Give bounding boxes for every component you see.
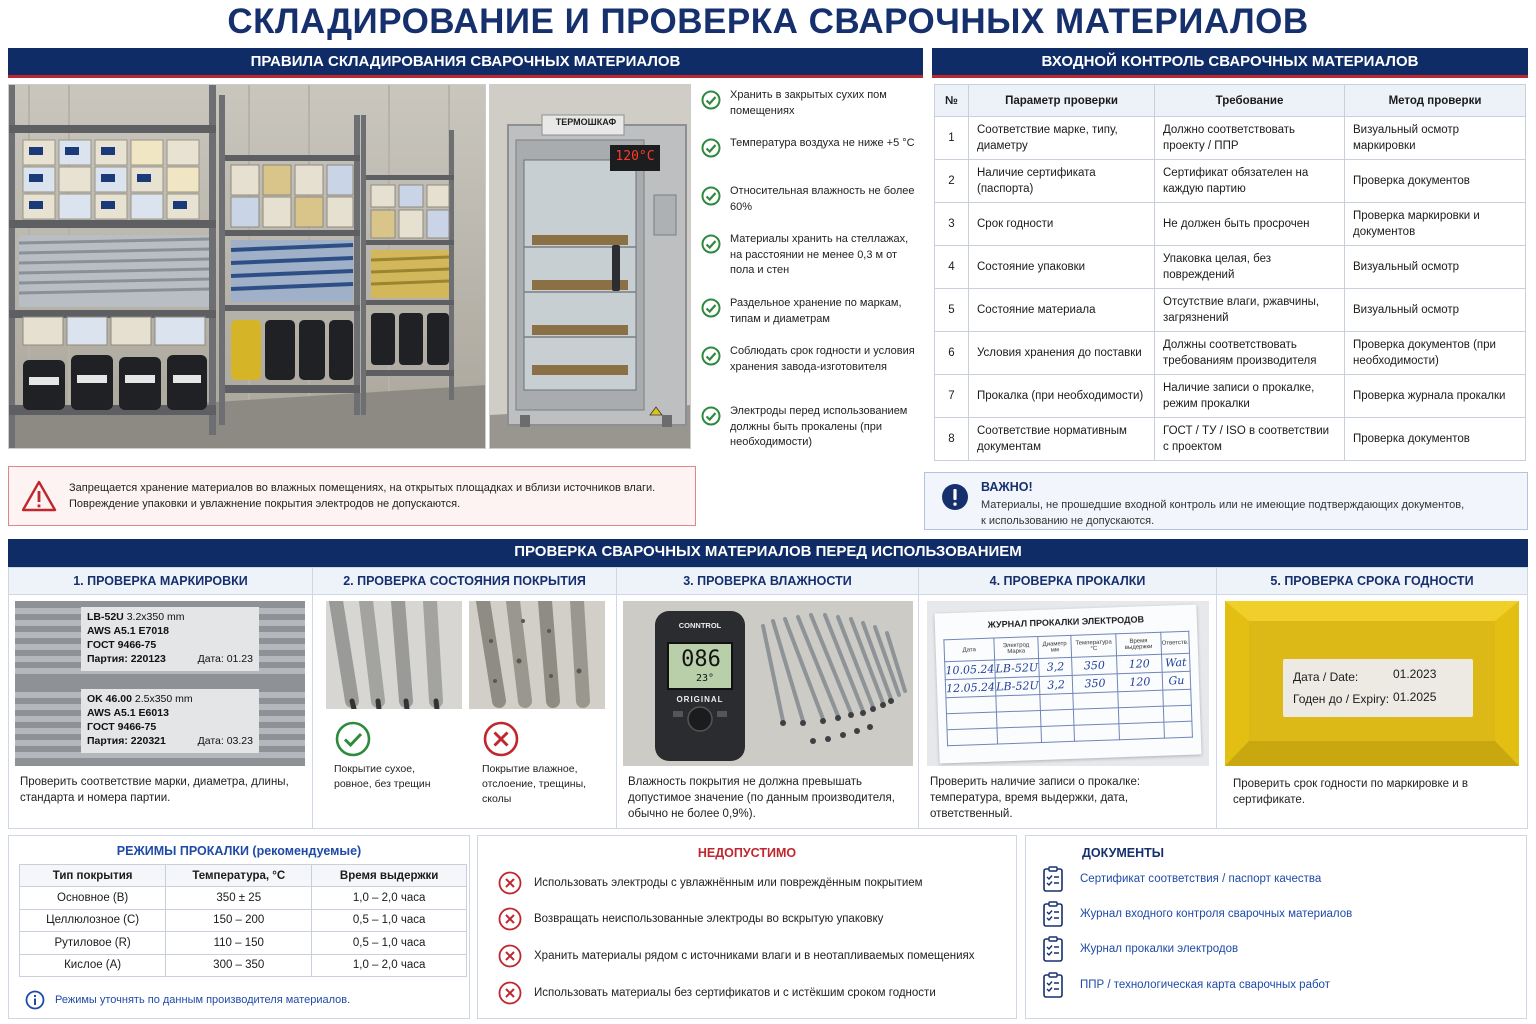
journal-col: Время выдержки (1116, 632, 1162, 656)
table-row (935, 332, 1526, 375)
column-header: Температура, °С (166, 865, 312, 887)
storage-rule (700, 184, 922, 232)
parameter-cell: Соответствие нормативным документам (969, 418, 1155, 461)
baking-modes-note (25, 990, 350, 1010)
row-number: 4 (935, 246, 969, 289)
temperature: 110 – 150 (166, 932, 312, 955)
column-header: Параметр проверки (969, 85, 1155, 117)
dry-coating-electrodes (326, 601, 462, 709)
document-item-text: ППР / технологическая карта сварочных работ (1080, 979, 1330, 991)
checks-panel (8, 567, 1528, 829)
parameter-cell: Наличие сертификата (паспорта) (969, 160, 1155, 203)
row-number: 5 (935, 289, 969, 332)
temperature: 150 – 200 (166, 909, 312, 932)
journal-cell: 10.05.24 (945, 660, 996, 680)
control-header: ВХОДНОЙ КОНТРОЛЬ СВАРОЧНЫХ МАТЕРИАЛОВ (932, 48, 1528, 78)
requirement-cell: ГОСТ / ТУ / ISO в соответствии с проектом (1155, 418, 1345, 461)
expiry-date-label: Годен до / Expiry: (1293, 692, 1390, 706)
storage-rule-text: Электроды перед использованием должны быть прокалены (при необходимости) (730, 405, 908, 448)
coating-ok-caption: Покрытие сухое, ровное, без трещин (334, 763, 431, 790)
cross-circle-icon (498, 871, 522, 895)
row-number: 3 (935, 203, 969, 246)
requirement-cell: Упаковка целая, без повреждений (1155, 246, 1345, 289)
warehouse-photo (8, 84, 486, 449)
forbidden-item-text: Использовать материалы без сертификатов и с истёкшим сроком годности (534, 987, 936, 999)
check-circle-icon (700, 234, 722, 254)
label-gost: ГОСТ 9466-75 (87, 721, 157, 733)
check-circle-icon (700, 186, 722, 206)
important-title: ВАЖНО! (981, 480, 1033, 494)
warning-triangle-icon (21, 480, 57, 512)
row-number: 1 (935, 117, 969, 160)
expiry-label (1283, 659, 1473, 717)
row-number: 8 (935, 418, 969, 461)
holding-time: 0,5 – 1,0 часа (312, 909, 467, 932)
table-row (935, 289, 1526, 332)
journal-cell: 350 (1072, 656, 1117, 676)
table-row (935, 418, 1526, 461)
cross-circle-icon (498, 907, 522, 931)
label-batch: Партия: 220321 (87, 735, 166, 747)
parameter-cell: Срок годности (969, 203, 1155, 246)
document-item-text: Журнал входного контроля сварочных материалов (1080, 908, 1353, 920)
journal-sheet (934, 604, 1201, 763)
electrode-labels-image (15, 601, 305, 766)
document-item-text: Сертификат соответствия / паспорт качества (1080, 873, 1322, 885)
forbidden-title: НЕДОПУСТИМО (697, 846, 797, 860)
column-header: Тип покрытия (20, 865, 166, 887)
storage-rule-text: Материалы хранить на стеллажах, на расстоянии не менее 0,3 м от пола и стен (730, 233, 909, 276)
journal-cell: 120 (1117, 672, 1163, 692)
baking-journal-image (927, 601, 1209, 766)
label-size: 3.2x350 mm (126, 611, 185, 623)
storage-rules-list (700, 88, 922, 452)
exclamation-circle-icon (941, 483, 969, 511)
temperature: 350 ± 25 (166, 887, 312, 910)
baking-modes-note-text: Режимы уточнять по данным производителя материалов. (55, 994, 351, 1006)
storage-header: ПРАВИЛА СКЛАДИРОВАНИЯ СВАРОЧНЫХ МАТЕРИАЛОВ (8, 48, 923, 78)
check-moisture (617, 568, 919, 828)
storage-rule (700, 404, 922, 452)
incoming-control-table (934, 84, 1526, 461)
table-row (935, 117, 1526, 160)
method-cell: Визуальный осмотр (1345, 289, 1526, 332)
forbidden-item (498, 871, 923, 895)
journal-col: Электрод Марка (994, 637, 1039, 661)
journal-cell: 3,2 (1038, 657, 1072, 676)
check-circle-icon (335, 721, 371, 757)
storage-rule-text: Температура воздуха не ниже +5 °С (730, 137, 915, 149)
journal-col: Температура °С (1071, 634, 1116, 658)
expiry-package-image (1225, 601, 1519, 766)
column-header: Требование (1155, 85, 1345, 117)
check-circle-icon (700, 298, 722, 318)
journal-col: Диаметр мм (1038, 635, 1072, 658)
storage-rule (700, 232, 922, 296)
check-marking (9, 568, 313, 828)
requirement-cell: Наличие записи о прокалке, режим прокалки (1155, 375, 1345, 418)
journal-cell: 120 (1116, 654, 1162, 674)
forbidden-item-text: Использовать электроды с увлажнённым или повреждённым покрытием (534, 877, 923, 889)
storage-warning (8, 466, 696, 526)
check-circle-icon (700, 346, 722, 366)
method-cell: Проверка документов (1345, 160, 1526, 203)
method-cell: Проверка маркировки и документов (1345, 203, 1526, 246)
check-title: 1. ПРОВЕРКА МАРКИРОВКИ (9, 568, 312, 595)
journal-cell: Gu (1162, 671, 1191, 690)
documents-panel (1025, 835, 1527, 1019)
check-expiry (1217, 568, 1527, 828)
journal-cell: 3,2 (1039, 675, 1073, 694)
holding-time: 1,0 – 2,0 часа (312, 887, 467, 910)
check-baking (919, 568, 1217, 828)
electrode-label-2 (81, 689, 259, 753)
forbidden-panel (477, 835, 1017, 1019)
date-value: 01.2023 (1393, 667, 1437, 681)
storage-rule (700, 136, 922, 184)
parameter-cell: Состояние материала (969, 289, 1155, 332)
coating-bad-image (469, 601, 605, 709)
meter-name: ORIGINAL (676, 695, 724, 704)
requirement-cell: Должно соответствовать проекту / ППР (1155, 117, 1345, 160)
requirement-cell: Отсутствие влаги, ржавчины, загрязнений (1155, 289, 1345, 332)
check-circle-icon (700, 138, 722, 158)
label-brand: OK 46.00 (87, 693, 132, 705)
clipboard-icon (1042, 866, 1064, 892)
journal-cell: Wat (1162, 653, 1191, 672)
date-label: Дата / Date: (1293, 670, 1359, 684)
journal-cell: 350 (1073, 674, 1118, 694)
clipboard-icon (1042, 936, 1064, 962)
parameter-cell: Состояние упаковки (969, 246, 1155, 289)
meter-temperature: 23° (695, 673, 715, 684)
check-caption: Влажность покрытия не должна превышать допустимое значение (по данным производителя, обычно не более 0,9%). (628, 776, 895, 820)
label-date: Дата: 03.23 (197, 735, 253, 747)
storage-rule-text: Относительная влажность не более 60% (730, 185, 915, 213)
checks-header: ПРОВЕРКА СВАРОЧНЫХ МАТЕРИАЛОВ ПЕРЕД ИСПОЛЬЗОВАНИЕМ (8, 539, 1528, 567)
temperature: 300 – 350 (166, 954, 312, 977)
holding-time: 0,5 – 1,0 часа (312, 932, 467, 955)
column-header: № (935, 85, 969, 117)
row-number: 2 (935, 160, 969, 203)
requirement-cell: Не должен быть просрочен (1155, 203, 1345, 246)
journal-col: Ответств. (1161, 631, 1190, 654)
method-cell: Визуальный осмотр маркировки (1345, 117, 1526, 160)
method-cell: Проверка документов (1345, 418, 1526, 461)
journal-cell: LB-52U (995, 659, 1039, 679)
method-cell: Проверка журнала прокалки (1345, 375, 1526, 418)
forbidden-item (498, 944, 975, 968)
storage-rule (700, 344, 922, 404)
baking-modes-panel (8, 835, 470, 1019)
column-header: Время выдержки (312, 865, 467, 887)
table-row (20, 932, 467, 955)
check-title: 2. ПРОВЕРКА СОСТОЯНИЯ ПОКРЫТИЯ (313, 568, 616, 595)
cross-circle-icon (498, 981, 522, 1005)
check-title: 3. ПРОВЕРКА ВЛАЖНОСТИ (617, 568, 918, 595)
check-caption: Проверить соответствие марки, диаметра, длины, стандарта и номера партии. (20, 776, 289, 804)
coating-type: Рутиловое (R) (20, 932, 166, 955)
document-item (1042, 936, 1238, 962)
baking-modes-table (19, 864, 467, 977)
clipboard-icon (1042, 901, 1064, 927)
meter-reading: 086 (681, 647, 721, 672)
journal-cell: 12.05.24 (945, 678, 996, 698)
cabinet-label: ТЕРМОШКАФ (555, 117, 617, 127)
parameter-cell: Условия хранения до поставки (969, 332, 1155, 375)
storage-rule-text: Соблюдать срок годности и условия хранения завода-изготовителя (730, 345, 915, 373)
forbidden-item-text: Возвращать неиспользованные электроды во вскрытую упаковку (534, 913, 884, 925)
baking-modes-title: РЕЖИМЫ ПРОКАЛКИ (рекомендуемые) (116, 844, 362, 858)
requirement-cell: Должны соответствовать требованиям производителя (1155, 332, 1345, 375)
label-gost: ГОСТ 9466-75 (87, 639, 157, 651)
parameter-cell: Прокалка (при необходимости) (969, 375, 1155, 418)
parameter-cell: Соответствие марке, типу, диаметру (969, 117, 1155, 160)
cross-circle-icon (483, 721, 519, 757)
row-number: 7 (935, 375, 969, 418)
journal-col: Дата (944, 638, 995, 662)
important-notice (924, 472, 1528, 530)
storage-rule-text: Хранить в закрытых сухих пом помещениях (730, 89, 887, 117)
warehouse-shelves-image (9, 85, 486, 449)
check-title: 5. ПРОВЕРКА СРОКА ГОДНОСТИ (1217, 568, 1527, 595)
coating-bad-caption: Покрытие влажное, отслоение, трещины, сколы (482, 763, 587, 805)
label-aws: AWS A5.1 E6013 (87, 707, 169, 719)
check-caption: Проверить наличие записи о прокалке: температура, время выдержки, дата, ответственный. (930, 776, 1141, 820)
check-title: 4. ПРОВЕРКА ПРОКАЛКИ (919, 568, 1216, 595)
info-icon (25, 990, 45, 1010)
forbidden-item (498, 907, 883, 931)
forbidden-item-text: Хранить материалы рядом с источниками влаги и в неотапливаемых помещениях (534, 950, 975, 962)
label-brand: LB-52U (87, 611, 124, 623)
method-cell: Визуальный осмотр (1345, 246, 1526, 289)
clipboard-icon (1042, 972, 1064, 998)
storage-rule-text: Раздельное хранение по маркам, типам и диаметрам (730, 297, 902, 325)
document-item-text: Журнал прокалки электродов (1080, 943, 1239, 955)
page-title: СКЛАДИРОВАНИЕ И ПРОВЕРКА СВАРОЧНЫХ МАТЕРИАЛОВ (227, 2, 1309, 41)
storage-warning-line: Запрещается хранение материалов во влажных помещениях, на открытых площадках и вблизи источников влаги. (69, 482, 656, 494)
drying-cabinet-photo (489, 84, 691, 449)
electrode-label-1 (81, 607, 259, 671)
table-row (935, 203, 1526, 246)
check-caption: Проверить срок годности по маркировке и в сертификате. (1233, 778, 1469, 806)
journal-table (943, 631, 1193, 747)
storage-warning-line: Повреждение упаковки и увлажнение покрытия электродов не допускаются. (69, 498, 461, 510)
label-date: Дата: 01.23 (197, 653, 253, 665)
storage-rule (700, 296, 922, 344)
coating-type: Основное (B) (20, 887, 166, 910)
table-row (20, 954, 467, 977)
document-item (1042, 972, 1330, 998)
important-line: Материалы, не прошедшие входной контроль или не имеющие подтверждающих документов, (981, 499, 1465, 511)
table-row (20, 909, 467, 932)
check-circle-icon (700, 90, 722, 110)
column-header: Метод проверки (1345, 85, 1526, 117)
document-item (1042, 866, 1321, 892)
expiry-date-value: 01.2025 (1393, 690, 1437, 704)
cross-circle-icon (498, 944, 522, 968)
holding-time: 1,0 – 2,0 часа (312, 954, 467, 977)
table-row (935, 246, 1526, 289)
meter-brand: CONNTROL (678, 621, 722, 630)
table-row (935, 160, 1526, 203)
row-number: 6 (935, 332, 969, 375)
coating-type: Целлюлозное (C) (20, 909, 166, 932)
storage-rule (700, 88, 922, 136)
check-circle-icon (700, 406, 722, 426)
document-item (1042, 901, 1352, 927)
drying-cabinet-image (490, 85, 691, 449)
important-line: к использованию не допускаются. (981, 515, 1155, 527)
journal-cell: LB-52U (995, 677, 1039, 697)
damaged-coating-electrodes (469, 601, 605, 709)
cabinet-temperature-display: 120°C (615, 149, 655, 164)
moisture-meter-image (623, 601, 913, 766)
label-aws: AWS A5.1 E7018 (87, 625, 169, 637)
label-size: 2.5x350 mm (134, 693, 193, 705)
table-row (20, 887, 467, 910)
forbidden-item (498, 981, 936, 1005)
coating-type: Кислое (A) (20, 954, 166, 977)
coating-ok-image (326, 601, 462, 709)
requirement-cell: Сертификат обязателен на каждую партию (1155, 160, 1345, 203)
check-coating (313, 568, 617, 828)
method-cell: Проверка документов (при необходимости) (1345, 332, 1526, 375)
label-batch: Партия: 220123 (87, 653, 166, 665)
documents-title: ДОКУМЕНТЫ (1082, 846, 1164, 860)
journal-title: ЖУРНАЛ ПРОКАЛКИ ЭЛЕКТРОДОВ (987, 614, 1145, 630)
table-row (935, 375, 1526, 418)
